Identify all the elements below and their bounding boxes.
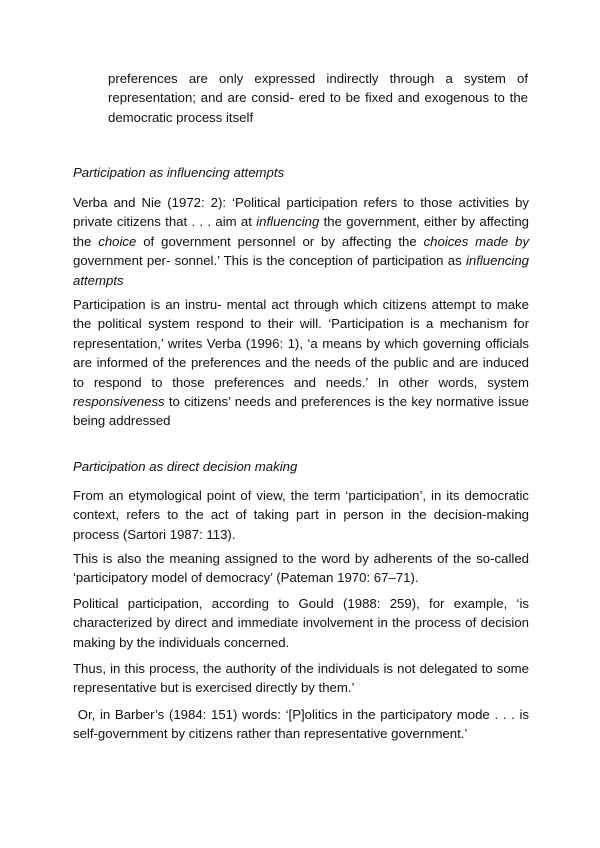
paragraph-gould: Political participation, according to Gould (1988: 259), for example, ‘is characterized by direct and immediate involvement in the process of decision making by the individuals concerned. [73,596,529,650]
section-heading-direct-decision-making: Participation as direct decision making [73,459,298,474]
paragraph-verba-nie: Verba and Nie (1972: 2): ‘Political participation refers to those activities by private citizens that . . . aim at influencing the government, either by affecting the choice of government personnel or by affecting the choices made by government per- sonnel.’ This is the conception of participation as influencing attempts [73,195,529,288]
section-heading-influencing-attempts: Participation as influencing attempts [73,165,285,180]
paragraph-authority: Thus, in this process, the authority of the individuals is not delegated to some representative but is exercised directly by them.’ [73,661,529,696]
paragraph-barber: Or, in Barber’s (1984: 151) words: ‘[P]olitics in the participatory mode . . . is self-government by citizens rather than representative government.’ [73,707,533,742]
paragraph-participatory-model: This is also the meaning assigned to the word by adherents of the so-called ‘participatory model of democracy’ (Pateman 1970: 67–71). [73,551,529,586]
intro-quote: preferences are only expressed indirectly through a system of representation; and are consid- ered to be fixed and exogenous to the democratic process itself [108,71,528,125]
paragraph-instrumental-act: Participation is an instru- mental act through which citizens attempt to make the political system respond to their will. ‘Participation is a mechanism for representation,’ writes Verba (1996: 1), ‘a means by which governing officials are informed of the preferences and the needs of the public and are induced to respond to those preferences and needs.’ In other words, system responsiveness to citizens’ needs and preferences is the key normative issue being addressed [73,297,529,429]
paragraph-etymology: From an etymological point of view, the term ‘participation’, in its democratic context, refers to the act of taking part in person in the decision-making process (Sartori 1987: 113). [73,488,529,542]
